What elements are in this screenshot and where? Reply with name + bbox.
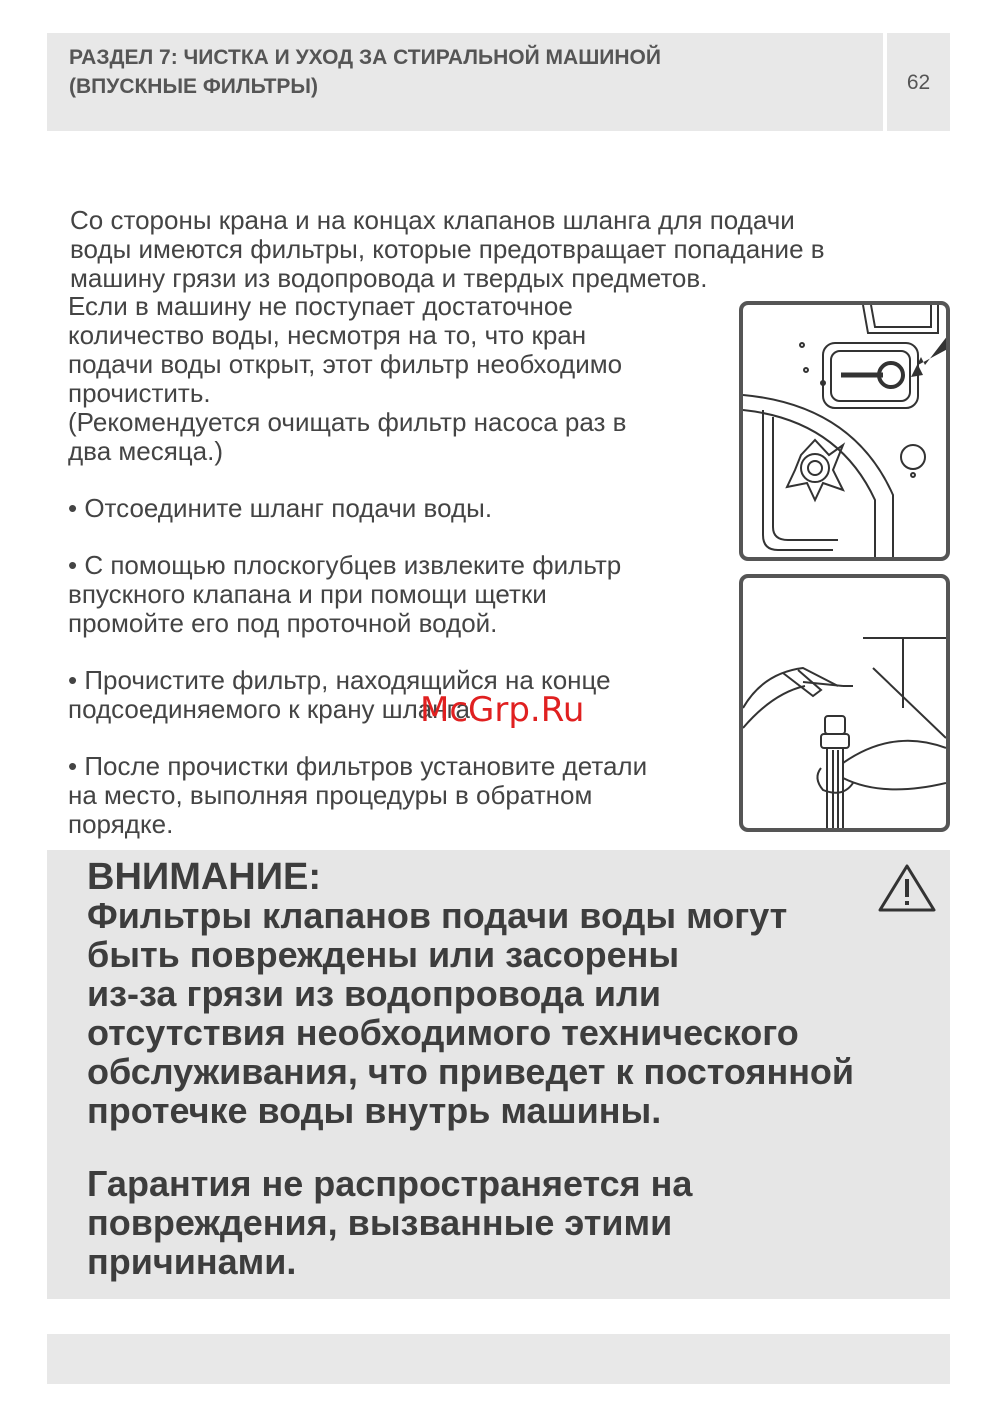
footer-bar [47,1334,950,1384]
warranty-line: повреждения, вызванные этими [87,1202,673,1243]
warning-box [47,850,950,1299]
intro-line: воды имеются фильтры, которые предотвращает попадание в [70,234,825,264]
step-disconnect-hose [68,494,728,523]
text-line: подсоединяемого к крану шланга. [68,694,478,724]
text-line: • Отсоедините шланг подачи воды. [68,493,493,523]
intro-paragraph [70,206,940,293]
text-line: количество воды, несмотря на то, что кран [68,320,587,350]
inlet-valve-illustration [739,301,950,561]
text-line: порядке. [68,809,174,839]
hands-cleaning-filter-drawing [743,578,946,828]
intro-line: машину грязи из водопровода и твердых предметов. [70,263,708,293]
instructions [68,292,728,867]
warning-line: обслуживания, что приведет к постоянной [87,1051,855,1092]
step-clean-hose-filter [68,666,728,724]
washer-back-panel-drawing [743,305,946,557]
warning-line: из-за грязи из водопровода или [87,973,661,1014]
text-line: • Прочистите фильтр, находящийся на конце [68,665,611,695]
warning-line: Фильтры клапанов подачи воды могут [87,895,788,936]
text-line: промойте его под проточной водой. [68,608,498,638]
text-line: два месяца.) [68,436,224,466]
section-title-line1: РАЗДЕЛ 7: ЧИСТКА И УХОД ЗА СТИРАЛЬНОЙ МАШИНОЙ [69,46,661,69]
warning-title: ВНИМАНИЕ: [87,856,322,898]
warranty-line: причинами. [87,1241,297,1282]
text-line: (Рекомендуется очищать фильтр насоса раз в [68,407,627,437]
step-remove-filter [68,551,728,638]
hose-filter-cleaning-illustration [739,574,950,832]
text-line: подачи воды открыт, этот фильтр необходимо [68,349,623,379]
step-reassemble [68,752,728,839]
section-header [47,33,883,131]
warning-line: быть повреждены или засорены [87,934,680,975]
section-title-line2: (ВПУСКНЫЕ ФИЛЬТРЫ) [69,75,318,98]
section-title [69,43,869,101]
page-number: 62 [906,71,931,94]
text-line: • После прочистки фильтров установите детали [68,751,648,781]
intro-line: Со стороны крана и на концах клапанов шланга для подачи [70,205,795,235]
watermark-text: McGrp.Ru [420,690,585,730]
text-line: Если в машину не поступает достаточное [68,291,573,321]
text-line: прочистить. [68,378,211,408]
warning-line: отсутствия необходимого технического [87,1012,799,1053]
text-line: впускного клапана и при помощи щетки [68,579,547,609]
warranty-line: Гарантия не распространяется на [87,1163,693,1204]
warning-text [87,896,937,1130]
text-line: на место, выполняя процедуры в обратном [68,780,593,810]
warranty-text [87,1164,937,1281]
page-number-box [887,33,950,131]
text-line: • С помощью плоскогубцев извлеките фильтр [68,550,622,580]
warning-line: протечке воды внутрь машины. [87,1090,662,1131]
description-paragraph [68,292,728,466]
